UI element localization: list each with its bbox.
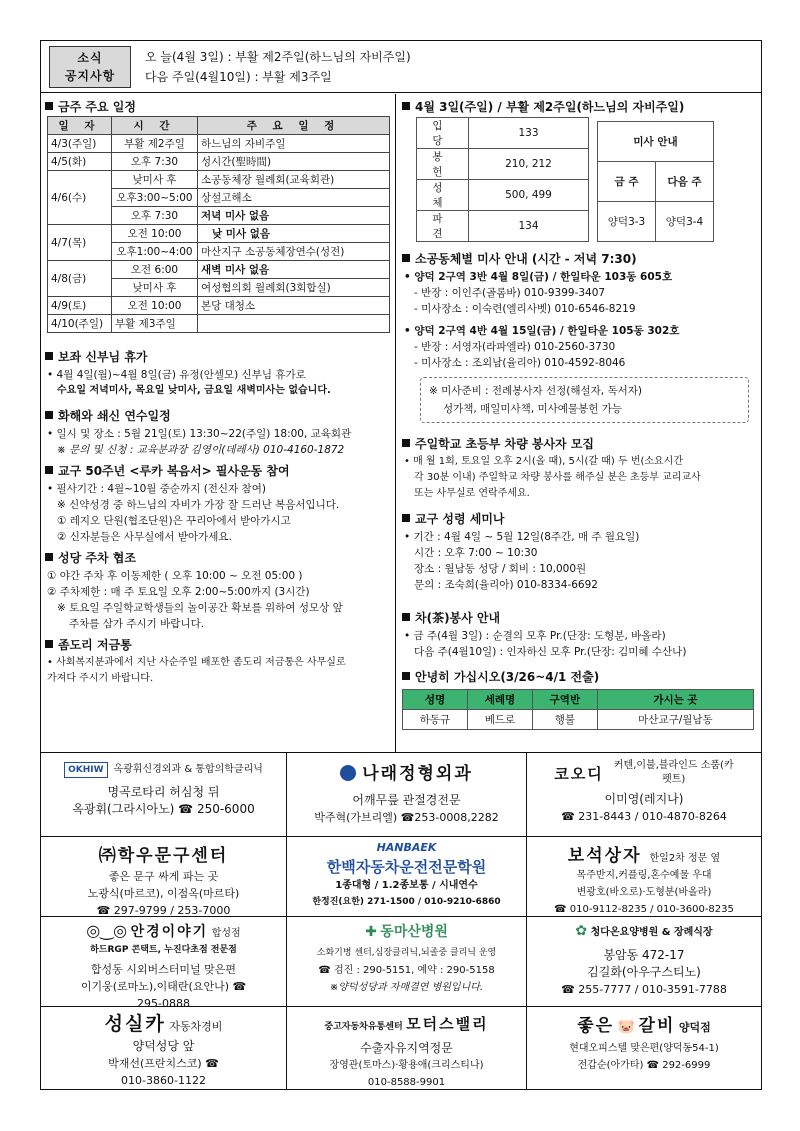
left-column [41,94,396,752]
mascot-icon [340,765,356,781]
bible-title: 교구 50주년 <루카 복음서> 필사운동 참여 [45,462,396,479]
ad-hanbaek: HANBAEK 한백자동차운전전문학원 1종대형 / 1.2종보통 / 시내연수 한정진(요한) 271-1500 / 010-9210-6860 [287,837,527,917]
okhiw-logo-icon: OKHIW [64,762,107,778]
bible-line: • 필사기간 : 4월~10월 중순까지 (전신자 참여) [47,483,266,495]
pig-icon: 🐷 [617,1019,636,1035]
seminar-line: • 기간 : 4월 4일 ~ 5월 12일(8주간, 매 주 월요일) [404,531,640,543]
table-row: 하동규 베드로 행불 마산교구/월남동 [403,710,754,730]
community-line: - 반장 : 이인주(골롬바) 010-9399-3407 [414,287,606,299]
table-row: 오후 7:30 저녁 미사 없음 [48,207,390,225]
table-row: 오후1:00~4:00 마산지구 소공동체장연수(성전) [48,243,390,261]
retreat-line2: ※ 문의 및 신청 : 교육분과장 김영이(데레사) 010-4160-1872 [57,444,345,456]
ad-jewelry: 보석상자 한일2차 정문 옆 목주반지,커플링,혼수예물 우대 변광호(바오로)·도형분(바올라) ☎ 010-9112-8235 / 010-3600-8235 [527,837,761,917]
tea-line2: 다음 주(4월10일) : 인자하신 모후 Pr.(단장: 김미혜 수산나) [414,646,687,658]
table-row: 4/5(화) 오후 7:30 성시간(聖時間) [48,153,390,171]
seminar-line: 문의 : 조숙희(율리아) 010-8334-6692 [414,579,598,591]
left-notices [41,344,396,687]
parking-line: 주차를 삼가 주시기 바랍니다. [69,618,205,630]
mass-guide-table: 미사 안내 금 주 다음 주 양덕3-3 양덕3-4 [597,121,714,242]
table-row: 봉 헌 210, 212 [417,149,589,180]
bulletin-header [41,41,761,93]
notice-badge [49,46,131,88]
parking-line: ① 야간 주차 후 이동제한 ( 오후 10:00 ~ 오전 05:00 ) [47,570,303,582]
community-line: - 반장 : 서영자(라파엘라) 010-2560-3730 [414,341,616,353]
bible-line: ※ 신약성경 중 하느님의 자비가 가장 잘 드러난 복음서입니다. [57,499,340,511]
schedule-col-time: 시 간 [112,117,198,135]
ads-section [41,752,761,1089]
table-row: 4/6(수) 낮미사 후 소공동체장 월례회(교육회관) [48,171,390,189]
table-row: 오후3:00~5:00 상설고해소 [48,189,390,207]
table-row: 4/7(목) 오전 10:00 낮 미사 없음 [48,225,390,243]
ad-optical: ◎‿◎ 안경이야기 합성점 하드RGP 콘택트, 누진다초점 전문점 합성동 시외버스터미널 맞은편 이기웅(로마노),이태란(요안나) ☎ 295-0888 [41,917,287,1007]
parking-line: ② 주차제한 : 매 주 토요일 오후 2:00~5:00까지 (3시간) [47,586,310,598]
savings-title: 좀도리 저금통 [45,636,396,653]
table-row: 4/3(주일) 부활 제2주일 하느님의 자비주일 [48,135,390,153]
schedule-col-event: 주 요 일 정 [198,117,390,135]
school-line: 각 30분 이내) 주일학교 차량 봉사를 해주실 분은 초등부 교리교사 [414,472,701,483]
savings-line2: 가져다 주시기 바랍니다. [47,673,154,684]
seminar-line: 장소 : 월남동 성당 / 회비 : 10,000원 [414,563,587,575]
savings-line1: • 사회복지분과에서 지난 사순주일 배포한 좀도리 저금통은 사무실로 [47,657,346,668]
school-line: • 매 월 1회, 토요일 오후 2시(올 때), 5시(갈 때) 두 번(소요시간 [404,456,684,467]
tea-line1: • 금 주(4월 3일) : 순결의 모후 Pr.(단장: 도형분, 바올라) [404,630,666,642]
schedule-col-date: 일 자 [48,117,112,135]
right-column [398,94,761,730]
vacation-title: 보좌 신부님 휴가 [45,348,396,365]
mass-prep-note: ※ 미사준비 : 전례봉사자 선정(해설자, 독서자) 성가책, 매일미사책, 미사예물봉헌 가능 [420,377,749,423]
school-title: 주일학교 초등부 차량 봉사자 모집 [402,435,761,452]
table-row: 파 견 134 [417,211,589,242]
schedule-title: 금주 주요 일정 [45,98,395,115]
retreat-title: 화해와 쇄신 연수일정 [45,407,396,424]
ad-kodi: 코오디 커텐,이불,블라인드 소품(카펫트) 이미영(레지나) ☎ 231-8443 / 010-4870-8264 [527,753,761,837]
schedule-table [47,116,390,333]
badge-line1: 소식 [77,51,103,65]
tea-title: 차(茶)봉사 안내 [402,609,761,626]
community-title: 소공동체별 미사 안내 (시간 - 저녁 7:30) [402,250,761,267]
parking-title: 성당 주차 협조 [45,549,396,566]
ad-motors-valley: 중고자동차유통센터 모터스밸리 수출자유지역정문 장영관(토마스)·황용애(크리스티나) 010-8588-9901 [287,1007,527,1090]
seminar-line: 시간 : 오후 7:00 ~ 10:30 [414,547,538,559]
community-line: - 미사장소 : 이숙련(엘리사벳) 010-6546-8219 [414,303,636,315]
next-liturgy: 다음 주일(4월10일) : 부활 제3주일 [145,70,332,84]
mass-tables [416,117,761,242]
retreat-line1: • 일시 및 장소 : 5월 21일(토) 13:30~22(주일) 18:00, 교육회관 [47,428,352,440]
cross-icon: ✚ [365,924,377,940]
ad-stationery: ㈜학우문구센터 좋은 문구 싸게 파는 곳 노광식(마르코), 이점옥(마르타) ☎ 297-9799 / 253-7000 [41,837,287,917]
glasses-icon: ◎‿◎ [86,921,128,940]
table-row: 입 당 133 [417,118,589,149]
community-line: • 양덕 2구역 3반 4월 8일(금) / 한일타운 103동 605호 [404,271,673,283]
vacation-line2: 수요일 저녁미사, 목요일 낮미사, 금요일 새벽미사는 없습니다. [57,385,331,396]
farewell-table: 성명 세례명 구역반 가시는 곳 하동규 베드로 행불 마산교구/월남동 [402,689,754,730]
bible-line: ① 레지오 단원(협조단원)은 꾸리아에서 받아가시고 [57,515,291,527]
ad-galbi: 좋은 🐷 갈비 양덕점 현대오피스텔 맞은편(양덕동54-1) 전갑순(아가타) ☎ 292-6999 [569,1016,719,1071]
table-row: 성 체 500, 499 [417,180,589,211]
table-row: 4/8(금) 오전 6:00 새벽 미사 없음 [48,261,390,279]
community-line: - 미사장소 : 조외남(율리아) 010-4592-8046 [414,357,626,369]
hymn-table [416,117,589,242]
parking-line: ※ 토요일 주일학교학생들의 놀이공간 확보를 위하여 성모상 앞 [57,602,343,614]
mass-title: 4월 3일(주일) / 부활 제2주일(하느님의 자비주일) [402,98,761,115]
farewell-title: 안녕히 가십시오(3/26~4/1 전출) [402,668,761,685]
ad-nursing-hospital: ✿ 청다온요양병원 & 장례식장 봉암동 472-17 김길화(아우구스티노) ☎ 255-7777 / 010-3591-7788 [527,917,761,1007]
ad-narae: 나래정형외과 어깨무릎 관절경전문 박주혁(가브리엘) ☎253-0008,2282 [287,753,527,837]
seminar-title: 교구 성령 세미나 [402,510,761,527]
school-line: 또는 사무실로 연락주세요. [414,488,530,499]
ad-hospital: ✚ 동마산병원 소화기병 센터,심장클리닉,뇌졸중 클리닉 운영 ☎ 검진 : 290-5151, 예약 : 290-5158 ※양덕성당과 자매결연 병원입니다. [287,917,527,1007]
community-line: • 양덕 2구역 4반 4월 15일(금) / 한일타운 105동 302호 [404,325,680,337]
ad-car-care: 성실카 자동차경비 양덕성당 앞 박재선(프란치스코) ☎ 010-3860-1122 [41,1007,287,1090]
vacation-line1: • 4월 4일(월)~4월 8일(금) 유정(안셀모) 신부님 휴가로 [47,369,306,381]
ad-clinic: OKHIW 옥광휘신경외과 & 통합의학클리닉 명곡로타리 허심청 뒤 옥광휘(그라시아노) ☎ 250-6000 [41,753,287,837]
table-row: 4/9(토) 오전 10:00 본당 대청소 [48,297,390,315]
badge-line2: 공지사항 [64,69,116,83]
today-liturgy: 오 늘(4월 3일) : 부활 제2주일(하느님의 자비주일) [145,50,411,64]
bible-line: ② 신자분들은 사무실에서 받아가세요. [57,531,232,543]
table-row: 4/10(주일) 부활 제3주일 [48,315,390,333]
bulletin-page [40,40,762,1090]
table-row: 낮미사 후 여성협의회 월례회(3회합실) [48,279,390,297]
clover-icon: ✿ [575,923,588,939]
